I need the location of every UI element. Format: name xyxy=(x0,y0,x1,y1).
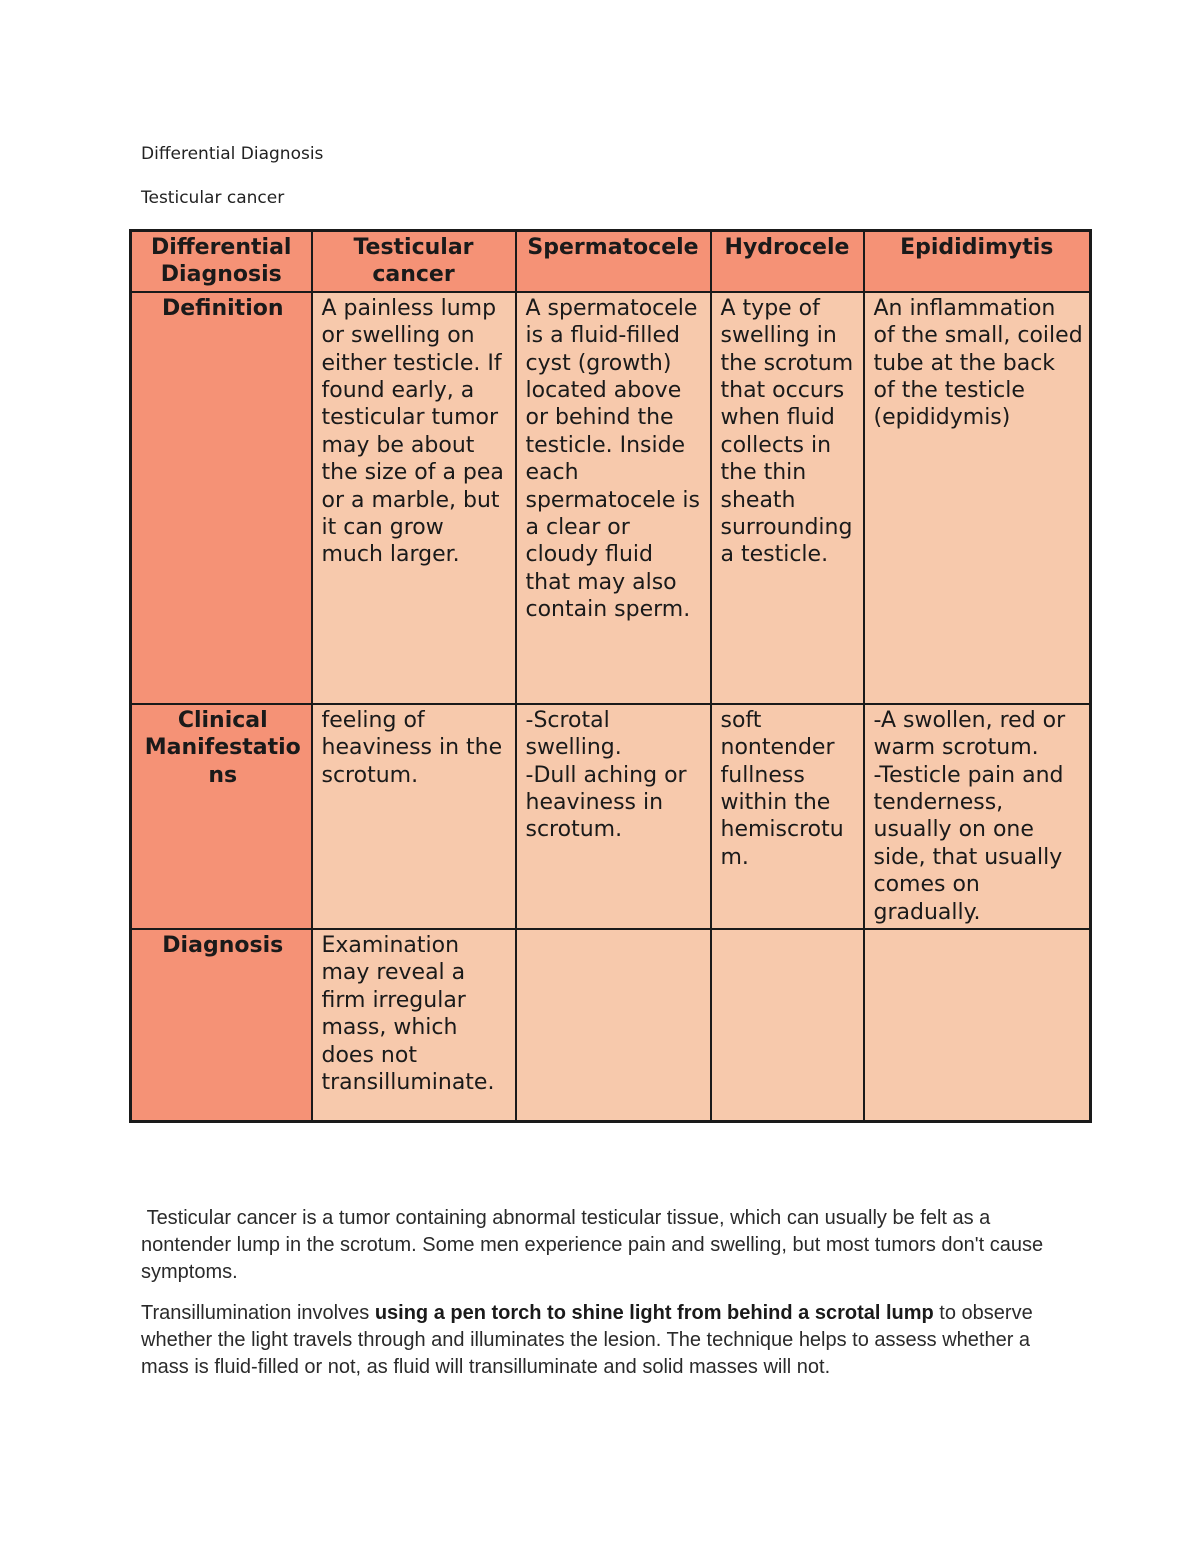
paragraph-text: to observe whether the light travels through and illuminates the lesion. The technique helps to assess whether a mass is fluid-filled or not, as fluid will transilluminate and solid masses will not. xyxy=(141,1302,1033,1378)
table-header-row xyxy=(131,231,1091,292)
row-label-diagnosis: Diagnosis xyxy=(131,929,312,1121)
table-cell xyxy=(711,929,864,1121)
paragraph-text: Transillumination involves xyxy=(141,1302,375,1324)
header-testicular-cancer: Testicular cancer xyxy=(312,231,516,292)
table-cell: feeling of heaviness in the scrotum. xyxy=(312,704,516,929)
table-cell: A type of swelling in the scrotum that occurs when fluid collects in the thin sheath surrounding a testicle. xyxy=(711,292,864,704)
paragraph-bold-text: using a pen torch to shine light from behind a scrotal lump xyxy=(374,1302,934,1324)
document-subtitle: Testicular cancer xyxy=(141,188,285,208)
table-row xyxy=(131,929,1091,1121)
table-cell: -A swollen, red or warm scrotum. -Testicle pain and tenderness, usually on one side, that usually comes on gradually. xyxy=(864,704,1091,929)
table-cell: An inflammation of the small, coiled tube at the back of the testicle (epididymis) xyxy=(864,292,1091,704)
row-label-clinical-manifestations: Clinical Manifestations xyxy=(131,704,312,929)
document-title: Differential Diagnosis xyxy=(141,144,324,164)
header-differential-diagnosis: Differential Diagnosis xyxy=(131,231,312,292)
row-label-definition: Definition xyxy=(131,292,312,704)
table-row xyxy=(131,704,1091,929)
header-hydrocele: Hydrocele xyxy=(711,231,864,292)
table-cell: soft nontender fullness within the hemiscrotum. xyxy=(711,704,864,929)
table-cell: A spermatocele is a fluid-filled cyst (growth) located above or behind the testicle. Inside each spermatocele is a clear or cloudy fluid that may also contain sperm. xyxy=(516,292,711,704)
table-cell: -Scrotal swelling. -Dull aching or heaviness in scrotum. xyxy=(516,704,711,929)
table-cell xyxy=(516,929,711,1121)
header-epididimytis: Epididimytis xyxy=(864,231,1091,292)
table-cell: Examination may reveal a firm irregular mass, which does not transilluminate. xyxy=(312,929,516,1121)
header-spermatocele: Spermatocele xyxy=(516,231,711,292)
table-cell xyxy=(864,929,1091,1121)
table-row xyxy=(131,292,1091,704)
table-cell: A painless lump or swelling on either testicle. If found early, a testicular tumor may be about the size of a pea or a marble, but it can grow much larger. xyxy=(312,292,516,704)
paragraph-transillumination xyxy=(141,1300,1071,1381)
differential-diagnosis-table xyxy=(129,229,1092,1123)
paragraph-testicular-cancer: Testicular cancer is a tumor containing abnormal testicular tissue, which can usually be felt as a nontender lump in the scrotum. Some men experience pain and swelling, but most tumors don't cause symptoms. xyxy=(141,1207,1049,1283)
